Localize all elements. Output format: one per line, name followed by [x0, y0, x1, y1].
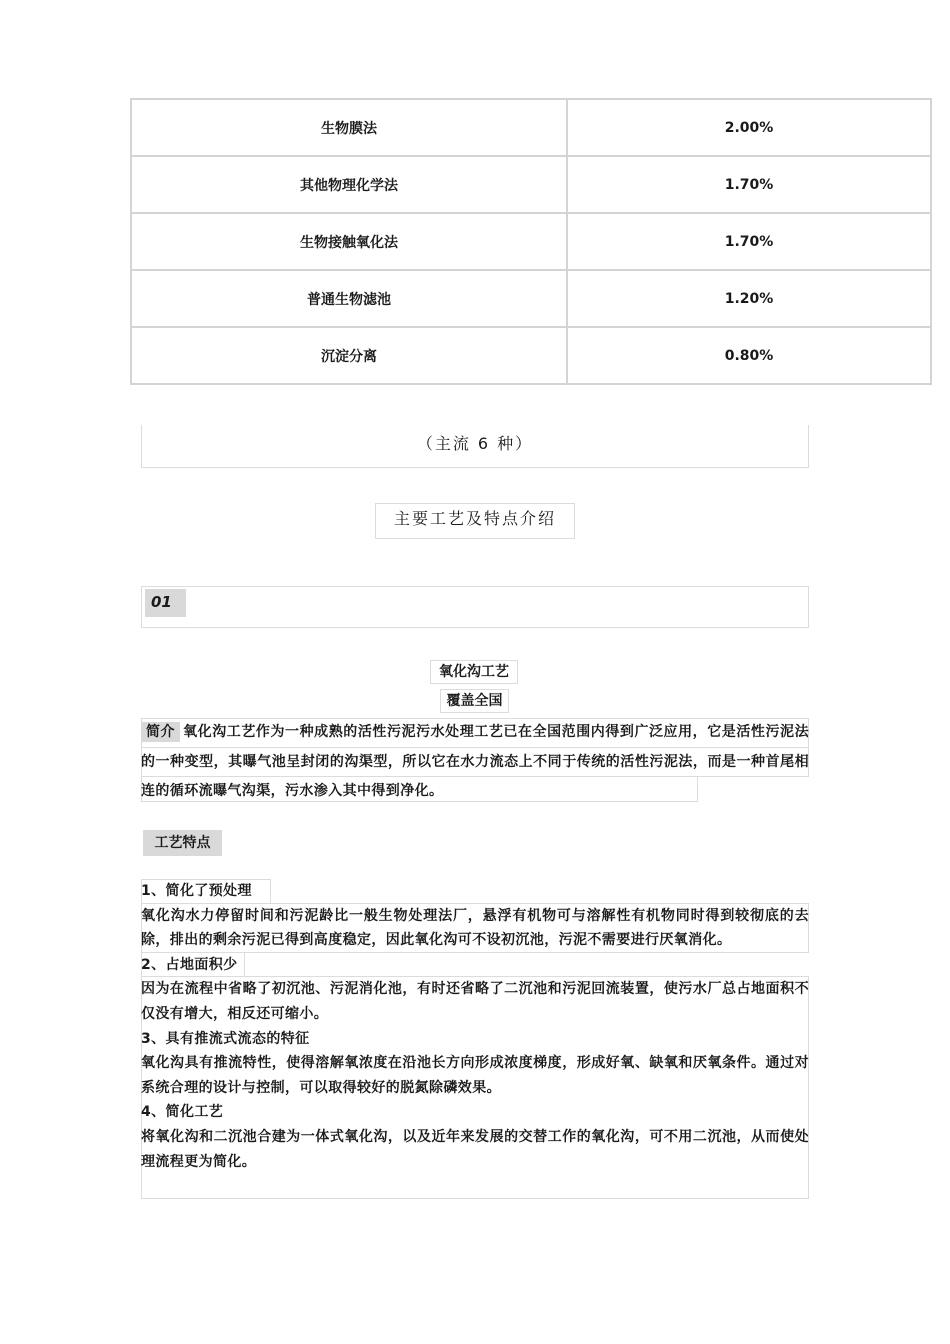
feature-heading: 3、具有推流式流态的特征 — [141, 1030, 310, 1047]
table-row — [131, 156, 931, 213]
share-cell: 1.20% — [567, 270, 931, 327]
method-cell: 普通生物滤池 — [131, 270, 567, 327]
table-row — [131, 213, 931, 270]
features-list — [141, 879, 809, 1174]
feature-text: 氧化沟水力停留时间和污泥龄比一般生物处理法厂，悬浮有机物可与溶解性有机物同时得到较彻底的去除，排出的剩余污泥已得到高度稳定，因此氧化沟可不设初沉池，污泥不需要进行厌氧消化。 — [141, 907, 809, 949]
process-title: 氧化沟工艺 — [430, 660, 518, 684]
method-cell: 其他物理化学法 — [131, 156, 567, 213]
table-caption: （主流 6 种） — [141, 425, 809, 468]
process-intro — [141, 718, 809, 807]
feature-text: 将氧化沟和二沉池合建为一体式氧化沟，以及近年来发展的交替工作的氧化沟，可不用二沉池，从而使处理流程更为简化。 — [141, 1128, 809, 1170]
share-cell: 1.70% — [567, 213, 931, 270]
share-cell: 0.80% — [567, 327, 931, 384]
method-cell: 生物膜法 — [131, 99, 567, 156]
intro-text: 氧化沟工艺作为一种成熟的活性污泥污水处理工艺已在全国范围内得到广泛应用，它是活性污泥法的一种变型，其曝气池呈封闭的沟渠型，所以它在水力流态上不同于传统的活性污泥法，而是一种首尾相连的循环流曝气沟渠，污水渗入其中得到净化。 — [141, 724, 809, 799]
process-subtitle: 覆盖全国 — [440, 689, 509, 713]
section-number-bar — [141, 586, 809, 628]
features-label: 工艺特点 — [143, 830, 222, 856]
feature-heading: 4、简化工艺 — [141, 1104, 224, 1121]
feature-heading: 1、简化了预处理 — [141, 883, 252, 899]
share-cell: 2.00% — [567, 99, 931, 156]
table-row — [131, 99, 931, 156]
share-cell: 1.70% — [567, 156, 931, 213]
section-heading: 主要工艺及特点介绍 — [375, 503, 575, 539]
feature-text: 氧化沟具有推流特性，使得溶解氧浓度在沿池长方向形成浓度梯度，形成好氧、缺氧和厌氧条件。通过对系统合理的设计与控制，可以取得较好的脱氮除磷效果。 — [141, 1055, 809, 1096]
section-number-badge: 01 — [145, 589, 186, 617]
treatment-share-table — [130, 98, 932, 385]
feature-text: 因为在流程中省略了初沉池、污泥消化池，有时还省略了二沉池和污泥回流装置，使污水厂总占地面积不仅没有增大，相反还可缩小。 — [141, 981, 809, 1022]
method-cell: 生物接触氧化法 — [131, 213, 567, 270]
table-row — [131, 270, 931, 327]
feature-heading: 2、占地面积少 — [141, 956, 238, 973]
method-cell: 沉淀分离 — [131, 327, 567, 384]
table-row — [131, 327, 931, 384]
intro-tag: 简介 — [141, 722, 180, 742]
